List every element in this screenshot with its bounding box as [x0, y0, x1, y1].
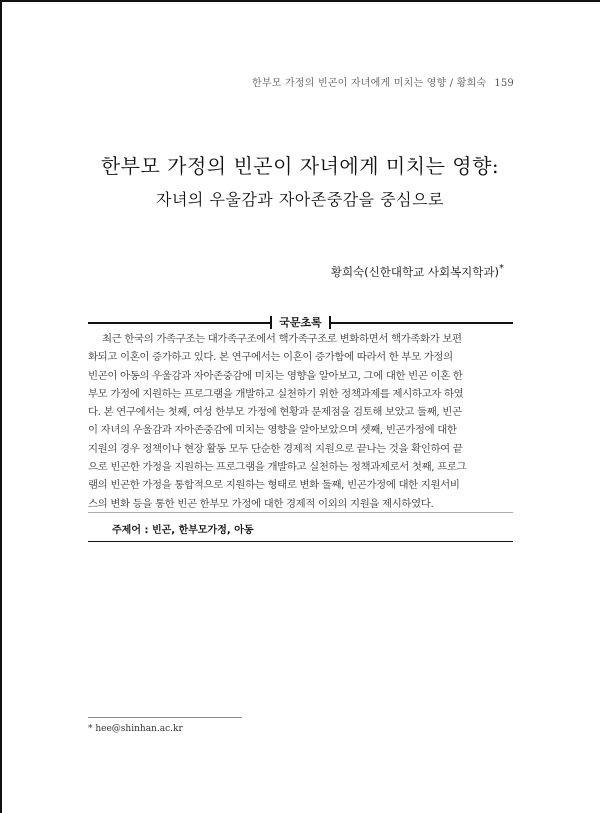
abstract-body [88, 330, 513, 513]
keywords-rule-top [88, 512, 513, 513]
page-frame-left [0, 0, 2, 813]
keywords-line [112, 521, 254, 536]
paper-title: 한부모 가정의 빈곤이 자녀에게 미치는 영향: [100, 154, 500, 178]
page-number: 159 [494, 78, 514, 89]
abstract-line: 지원의 경우 정책이나 현장 활동 모두 단순한 경제적 지원으로 끝나는 것을 확인하여 끝 [88, 442, 463, 455]
keyword: 빈곤 [151, 525, 172, 536]
page-frame-top [0, 0, 600, 2]
abstract-line: 램의 빈곤한 가정을 통합적으로 지원하는 형태로 변화 둘째, 빈곤가정에 대한 지원서비 [88, 479, 460, 492]
abstract-heading: 국문초록 [279, 316, 322, 329]
keyword: 아동 [234, 525, 254, 536]
abstract-rule-left [88, 322, 270, 324]
footnote-rule [88, 717, 242, 718]
author-name: 황희숙(신한대학교 사회복지학과) [330, 264, 499, 279]
abstract-line: 빈곤이 아동의 우울감과 자아존중감에 미치는 영향을 알아보고, 그에 대한 빈곤 이혼 한 [88, 369, 463, 382]
running-header [252, 74, 514, 89]
author-line [331, 263, 504, 280]
keywords-label: 주제어 : [112, 525, 149, 536]
keyword-separator: , [171, 525, 176, 536]
abstract-line: 최근 한국의 가족구조는 대가족구조에서 핵가족구조로 변화하면서 핵가족화가 보편 [102, 333, 462, 345]
author-footnote-mark: * [499, 263, 504, 274]
abstract-line: 화되고 이혼이 증가하고 있다. 본 연구에서는 이혼이 증가함에 따라서 한 부모 가정의 [88, 351, 453, 364]
keyword-separator: , [226, 525, 231, 536]
keywords-rule-bottom [88, 541, 513, 542]
author-email-footnote: * hee@shinhan.ac.kr [88, 724, 183, 734]
abstract-rule-right [331, 322, 513, 324]
abstract-line: 으로 빈곤한 가정을 지원하는 프로그램을 개발하고 실천하는 정책과제로서 첫째, 프로그 [88, 461, 467, 474]
abstract-line: 이 자녀의 우울감과 자아존중감에 미치는 영향을 알아보았으며 셋째, 빈곤가정에 대한 [88, 424, 457, 437]
paper-subtitle: 자녀의 우울감과 자아존중감을 중심으로 [155, 190, 444, 209]
abstract-line: 부모 가정에 지원하는 프로그램을 개발하고 실천하기 위한 정책과제를 제시하고자 하였 [88, 387, 464, 400]
abstract-line: 다. 본 연구에서는 첫째, 여성 한부모 가정에 현황과 문제점을 검토해 보았고 둘째, 빈곤 [88, 406, 462, 419]
abstract-line: 스의 변화 등을 통한 빈곤 한부모 가정에 대한 경제적 이외의 지원을 제시하였다. [88, 497, 434, 510]
keyword: 한부모가정 [178, 525, 227, 536]
running-title: 한부모 가정의 빈곤이 자녀에게 미치는 영향 / 황희숙 [252, 78, 487, 89]
